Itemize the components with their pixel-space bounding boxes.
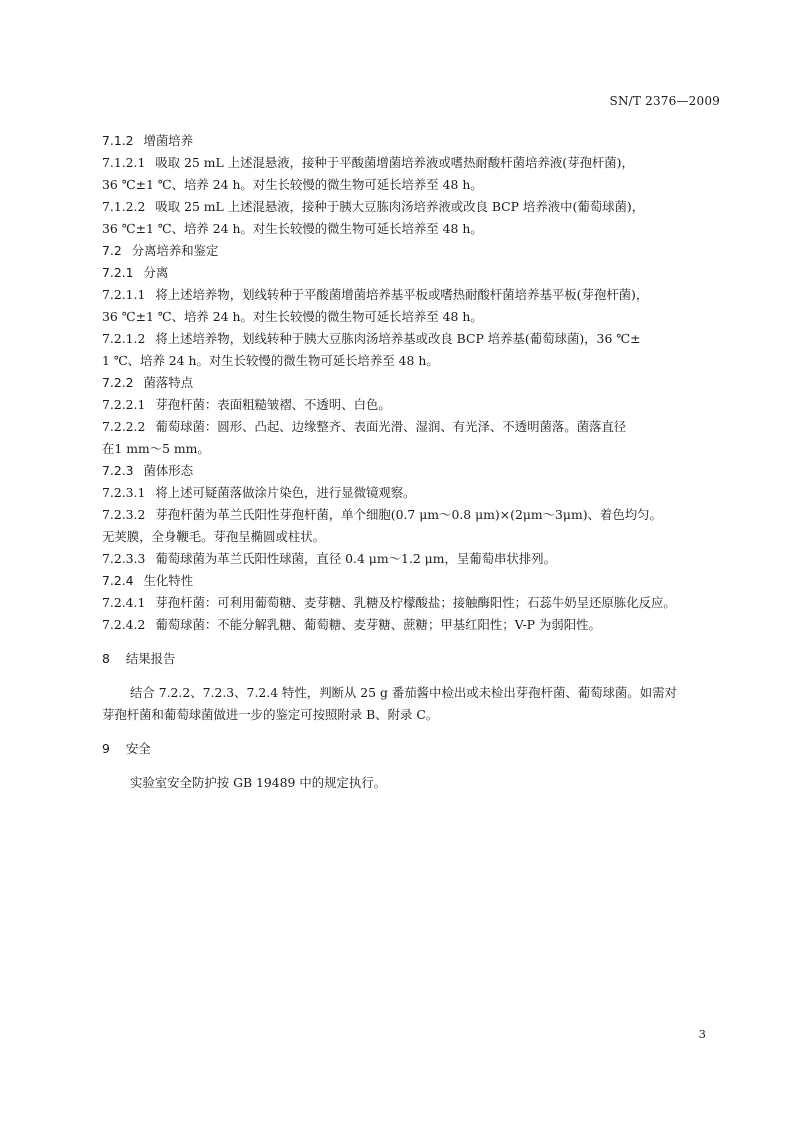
clause-title: 生化特性 — [143, 573, 194, 588]
clause-7-2-3-1 — [102, 482, 720, 504]
clause-7-1-2-1-continued: 36 ℃±1 ℃、培养 24 h。对生长较慢的微生物可延长培养至 48 h。 — [102, 177, 483, 192]
document-body — [102, 130, 720, 794]
section-number: 8 — [102, 651, 110, 666]
clause-7-2-3-3 — [102, 548, 720, 570]
clause-number: 7.2.3 — [102, 463, 134, 478]
heading-7-2 — [102, 240, 720, 262]
clause-number: 7.2.4.2 — [102, 617, 146, 632]
section-title: 安全 — [125, 741, 151, 756]
clause-7-2-1-2 — [102, 328, 720, 350]
section-9-heading — [102, 738, 720, 760]
clause-text: 将上述培养物，划线转种于胰大豆胨肉汤培养基或改良 BCP 培养基(葡萄球菌)，36 ℃± — [155, 331, 641, 346]
heading-7-2-2 — [102, 372, 720, 394]
clause-7-2-3-2-continued: 无荚膜，全身鞭毛。芽孢呈椭圆或柱状。 — [102, 529, 326, 544]
clause-number: 7.1.2 — [102, 133, 134, 148]
heading-7-2-4 — [102, 570, 720, 592]
clause-7-2-1-1 — [102, 284, 720, 306]
section-number: 9 — [102, 741, 110, 756]
clause-number: 7.2.2.2 — [102, 419, 146, 434]
clause-number: 7.1.2.1 — [102, 155, 146, 170]
clause-7-2-3-2 — [102, 504, 720, 526]
clause-text: 葡萄球菌：圆形、凸起、边缘整齐、表面光滑、湿润、有光泽、不透明菌落。菌落直径 — [155, 419, 627, 434]
clause-text: 芽孢杆菌：可利用葡萄糖、麦芽糖、乳糖及柠檬酸盐；接触酶阳性；石蕊牛奶呈还原胨化反应。 — [155, 595, 676, 610]
heading-7-2-1 — [102, 262, 720, 284]
section-8-heading — [102, 648, 720, 670]
clause-7-2-4-1 — [102, 592, 720, 614]
clause-title: 分离 — [143, 265, 169, 280]
clause-number: 7.2.1.1 — [102, 287, 146, 302]
clause-text: 将上述可疑菌落做涂片染色，进行显微镜观察。 — [155, 485, 416, 500]
clause-number: 7.2.3.1 — [102, 485, 146, 500]
section-title: 结果报告 — [125, 651, 176, 666]
clause-number: 7.2 — [102, 243, 122, 258]
heading-7-1-2 — [102, 130, 720, 152]
clause-number: 7.2.3.2 — [102, 507, 146, 522]
clause-text: 将上述培养物，划线转种于平酸菌增菌培养基平板或嗜热耐酸杆菌培养基平板(芽孢杆菌)， — [155, 287, 649, 302]
clause-number: 7.2.4 — [102, 573, 134, 588]
clause-text: 吸取 25 mL 上述混悬液，接种于胰大豆胨肉汤培养液或改良 BCP 培养液中(葡萄球菌)， — [155, 199, 645, 214]
clause-7-2-4-2 — [102, 614, 720, 636]
clause-7-2-1-2-continued: 1 ℃、培养 24 h。对生长较慢的微生物可延长培养至 48 h。 — [102, 353, 439, 368]
clause-7-1-2-2-continued: 36 ℃±1 ℃、培养 24 h。对生长较慢的微生物可延长培养至 48 h。 — [102, 221, 483, 236]
clause-7-1-2-2 — [102, 196, 720, 218]
clause-number: 7.2.1.2 — [102, 331, 146, 346]
page-number: 3 — [698, 1027, 706, 1041]
document-code: SN/T 2376—2009 — [609, 94, 720, 108]
section-9-paragraph: 实验室安全防护按 GB 19489 中的规定执行。 — [130, 775, 387, 790]
clause-number: 7.2.4.1 — [102, 595, 146, 610]
section-8-paragraph-line-1: 结合 7.2.2、7.2.3、7.2.4 特性，判断从 25 g 番茄酱中检出或未检出芽孢杆菌、葡萄球菌。如需对 — [130, 685, 677, 700]
clause-7-1-2-1 — [102, 152, 720, 174]
heading-7-2-3 — [102, 460, 720, 482]
clause-text: 葡萄球菌为革兰氏阳性球菌，直径 0.4 μm～1.2 μm，呈葡萄串状排列。 — [155, 551, 556, 566]
clause-text: 吸取 25 mL 上述混悬液，接种于平酸菌增菌培养液或嗜热耐酸杆菌培养液(芽孢杆菌)， — [155, 155, 634, 170]
clause-title: 分离培养和鉴定 — [131, 243, 219, 258]
clause-title: 菌体形态 — [143, 463, 194, 478]
section-8-paragraph-line-2: 芽孢杆菌和葡萄球菌做进一步的鉴定可按照附录 B、附录 C。 — [102, 707, 439, 722]
clause-number: 7.2.2.1 — [102, 397, 146, 412]
clause-text: 芽孢杆菌：表面粗糙皱褶、不透明、白色。 — [155, 397, 391, 412]
clause-number: 7.2.2 — [102, 375, 134, 390]
clause-number: 7.1.2.2 — [102, 199, 146, 214]
clause-title: 增菌培养 — [143, 133, 194, 148]
clause-title: 菌落特点 — [143, 375, 194, 390]
clause-number: 7.2.3.3 — [102, 551, 146, 566]
clause-7-2-1-1-continued: 36 ℃±1 ℃、培养 24 h。对生长较慢的微生物可延长培养至 48 h。 — [102, 309, 483, 324]
clause-7-2-2-2 — [102, 416, 720, 438]
clause-7-2-2-1 — [102, 394, 720, 416]
clause-number: 7.2.1 — [102, 265, 134, 280]
clause-text: 芽孢杆菌为革兰氏阳性芽孢杆菌，单个细胞(0.7 μm～0.8 μm)×(2μm～3μm)、着色均匀。 — [155, 507, 662, 522]
clause-7-2-2-2-continued: 在1 mm～5 mm。 — [102, 441, 210, 456]
clause-text: 葡萄球菌：不能分解乳糖、葡萄糖、麦芽糖、蔗糖；甲基红阳性；V-P 为弱阳性。 — [155, 617, 601, 632]
